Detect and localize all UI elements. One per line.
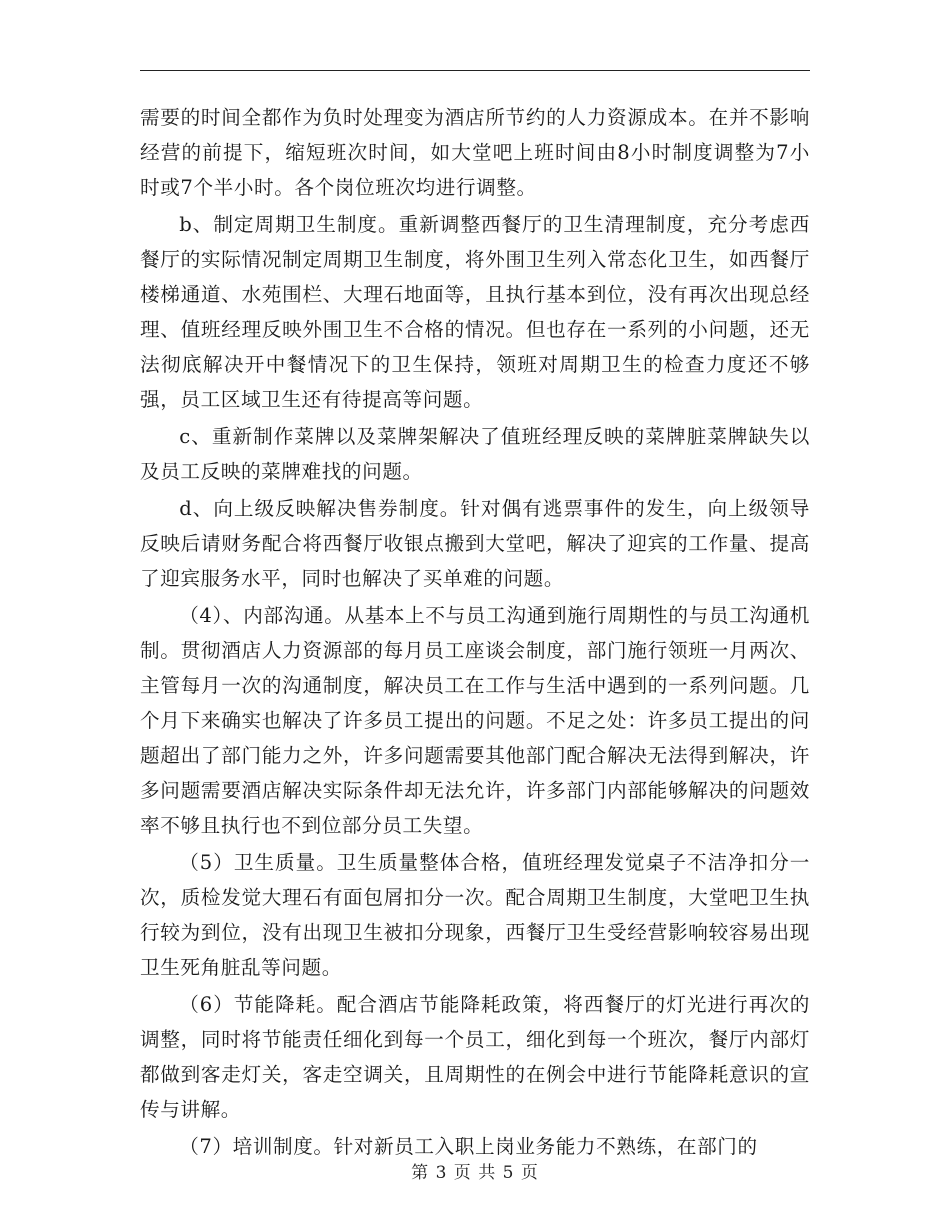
paragraph-2: c、重新制作菜牌以及菜牌架解决了值班经理反映的菜牌脏菜牌缺失以及员工反映的菜牌难找的问题。 (140, 425, 810, 483)
header-rule (140, 70, 810, 71)
page-number-footer: 第 3 页 共 5 页 (411, 1163, 539, 1183)
paragraph-0: 需要的时间全都作为负时处理变为酒店所节约的人力资源成本。在并不影响经营的前提下，缩短班次时间，如大堂吧上班时间由8小时制度调整为7小时或7个半小时。各个岗位班次均进行调整。 (140, 106, 810, 199)
paragraph-3: d、向上级反映解决售券制度。针对偶有逃票事件的发生，向上级领导反映后请财务配合将西餐厅收银点搬到大堂吧，解决了迎宾的工作量、提高了迎宾服务水平，同时也解决了买单难的问题。 (140, 497, 810, 590)
paragraph-4: （4）、内部沟通。从基本上不与员工沟通到施行周期性的与员工沟通机制。贯彻酒店人力资源部的每月员工座谈会制度，部门施行领班一月两次、主管每月一次的沟通制度，解决员工在工作与生活中遇到的一系列问题。几个月下来确实也解决了许多员工提出的问题。不足之处：许多员工提出的问题超出了部门能力之外，许多问题需要其他部门配合解决无法得到解决，许多问题需要酒店解决实际条件却无法允许，许多部门内部能够解决的问题效率不够且执行也不到位部分员工失望。 (140, 604, 810, 837)
document-body (140, 100, 810, 1166)
paragraph-7: （7）培训制度。针对新员工入职上岗业务能力不熟练，在部门的 (179, 1135, 758, 1158)
paragraph-1: b、制定周期卫生制度。重新调整西餐厅的卫生清理制度，充分考虑西餐厅的实际情况制定周期卫生制度，将外围卫生列入常态化卫生，如西餐厅楼梯通道、水苑围栏、大理石地面等，且执行基本到位，没有再次出现总经理、值班经理反映外围卫生不合格的情况。但也存在一系列的小问题，还无法彻底解决开中餐情况下的卫生保持，领班对周期卫生的检查力度还不够强，员工区域卫生还有待提高等问题。 (140, 213, 810, 411)
paragraph-5: （5）卫生质量。卫生质量整体合格，值班经理发觉桌子不洁净扣分一次，质检发觉大理石有面包屑扣分一次。配合周期卫生制度，大堂吧卫生执行较为到位，没有出现卫生被扣分现象，西餐厅卫生受经营影响较容易出现卫生死角脏乱等问题。 (140, 851, 810, 979)
paragraph-6: （6）节能降耗。配合酒店节能降耗政策，将西餐厅的灯光进行再次的调整，同时将节能责任细化到每一个员工，细化到每一个班次，餐厅内部灯都做到客走灯关，客走空调关，且周期性的在例会中进行节能降耗意识的宣传与讲解。 (140, 993, 810, 1121)
